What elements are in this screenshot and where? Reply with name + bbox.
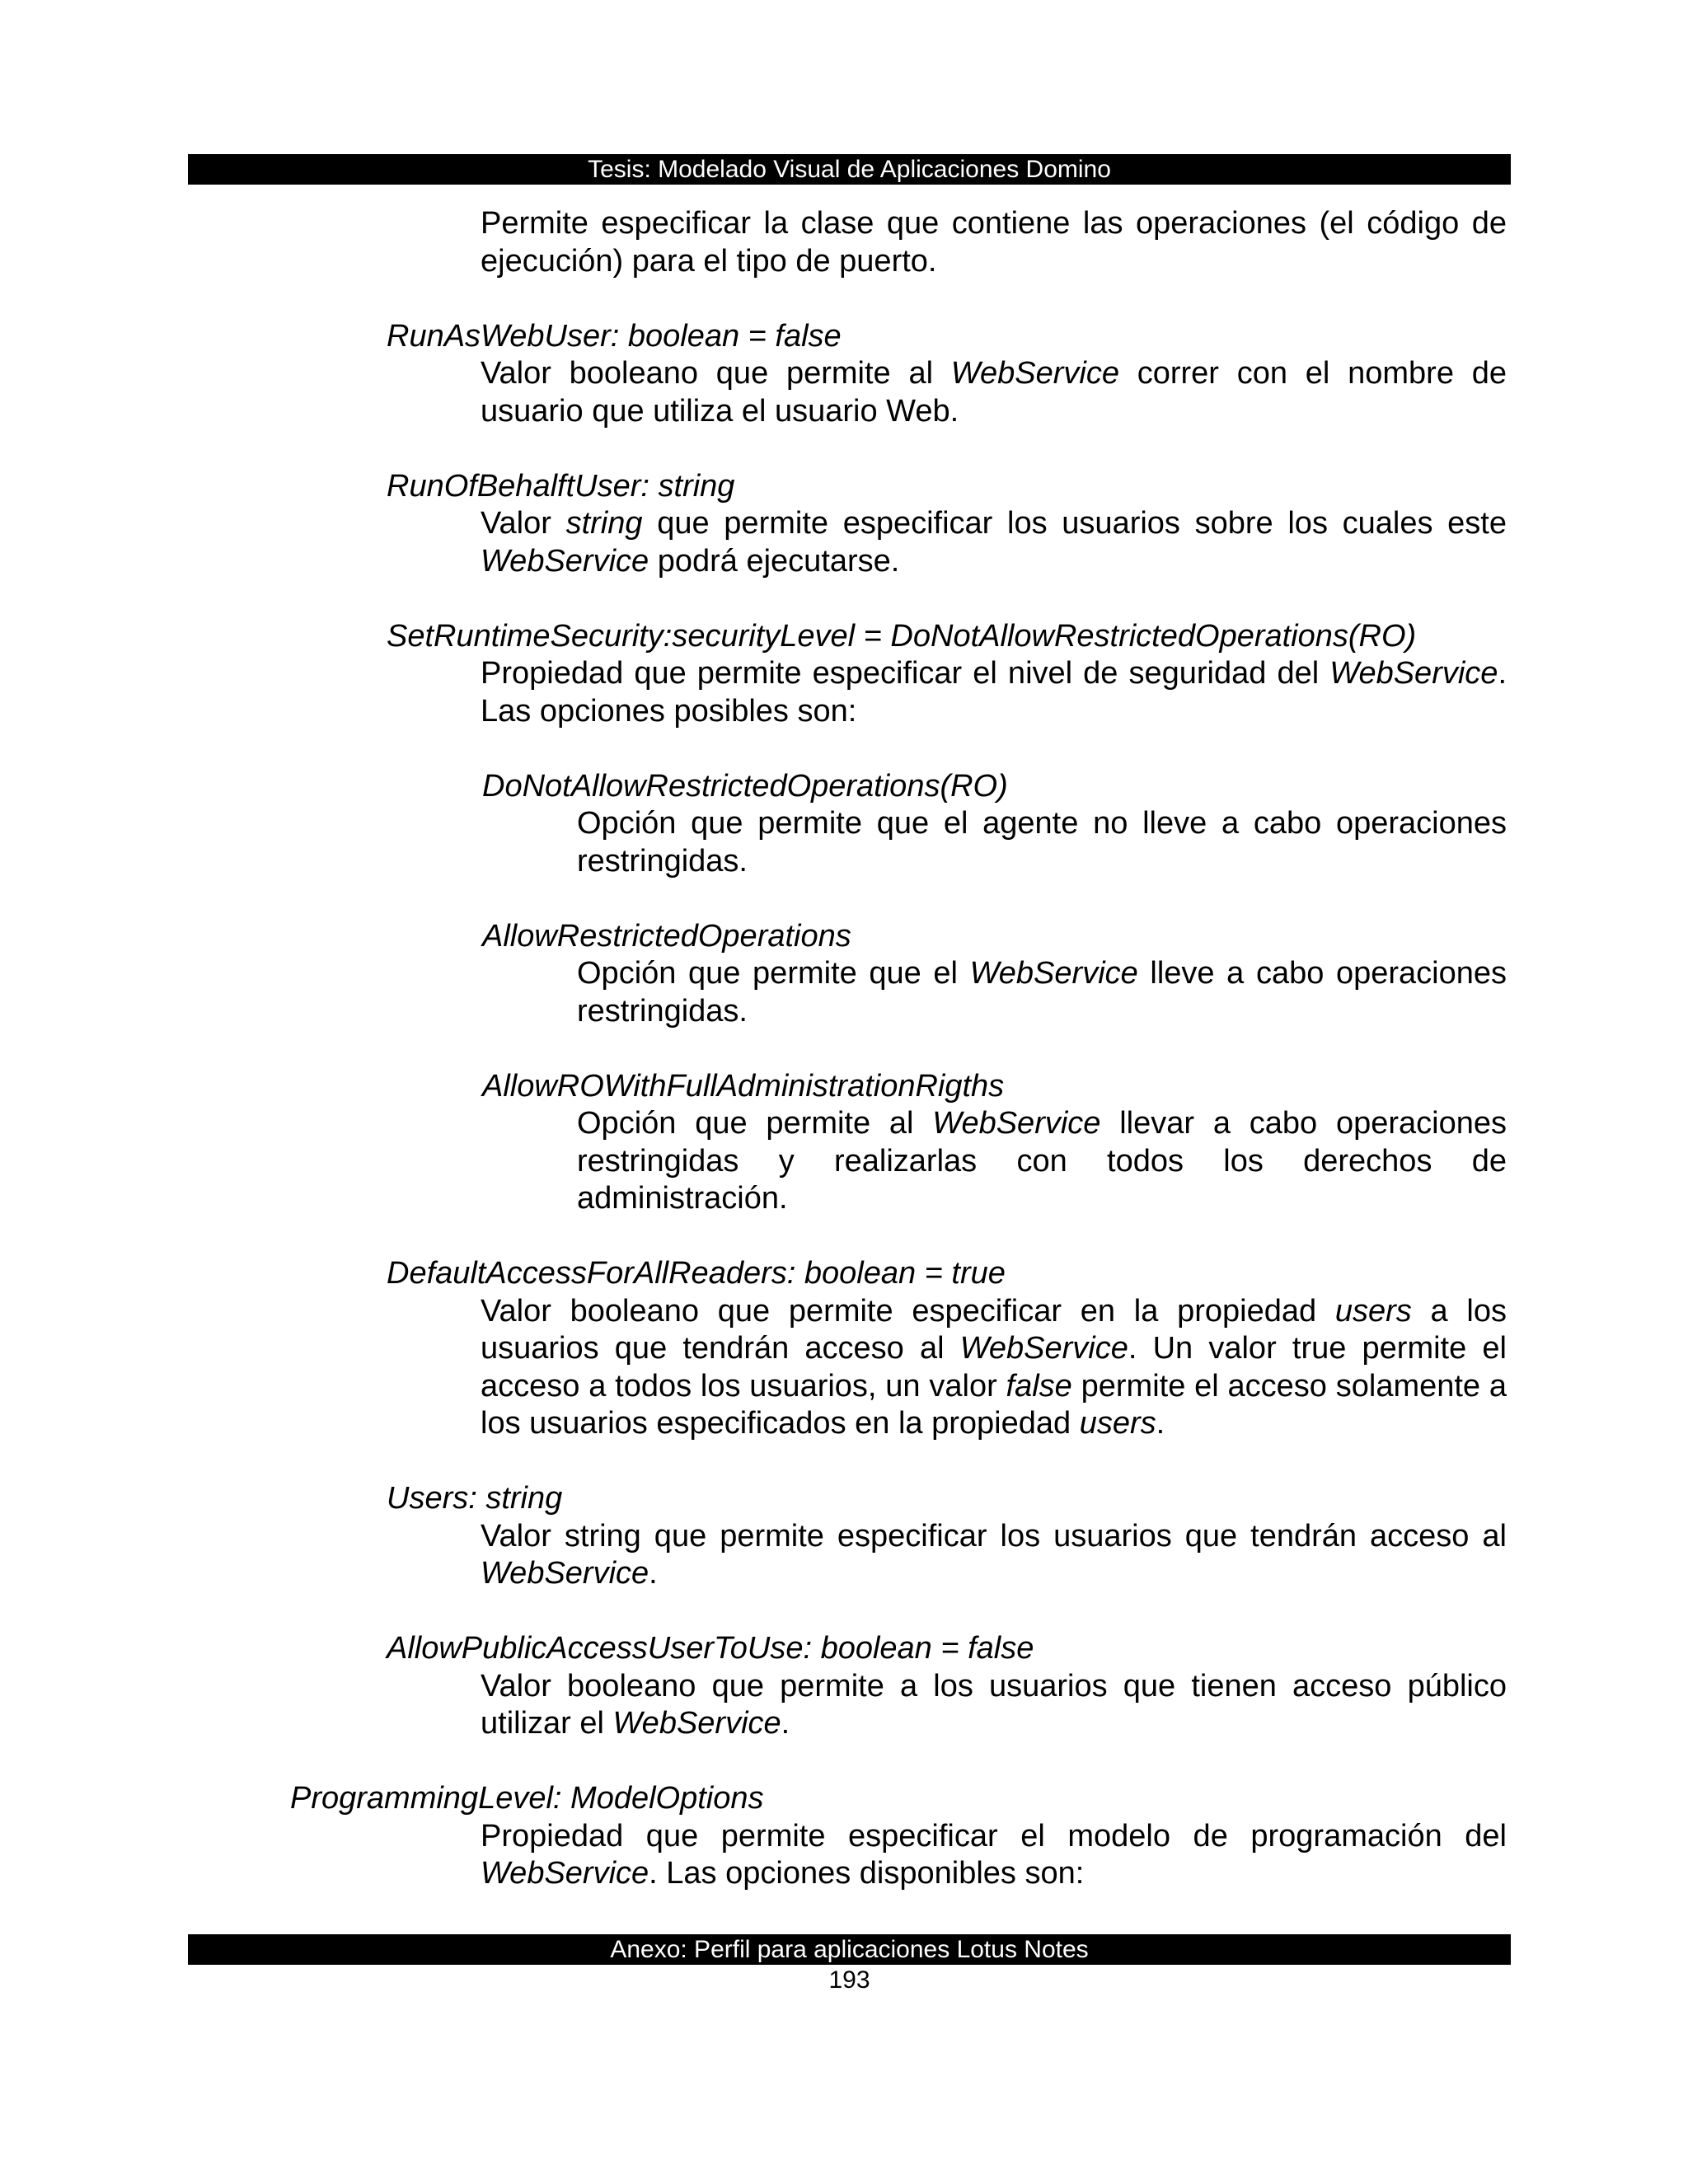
desc-default-access: Valor booleano que permite especificar en la propiedad users a los usuarios que tendrán acceso al WebService. Un valor true permite el acceso a todos los usuarios, un valor false permite el acceso solamente a los usuarios especificados en la propiedad users. bbox=[481, 1293, 1507, 1441]
page-number: 193 bbox=[828, 1966, 870, 1994]
desc-option-do-not-allow: Opción que permite que el agente no lleve a cabo operaciones restringidas. bbox=[577, 806, 1507, 879]
term-option-do-not-allow: DoNotAllowRestrictedOperations(RO) bbox=[482, 768, 1008, 804]
term-programming-level: ProgrammingLevel: ModelOptions bbox=[290, 1781, 764, 1816]
page-footer bbox=[188, 1934, 1511, 1965]
term-run-as-web-user: RunAsWebUser: boolean = false bbox=[387, 318, 842, 354]
term-option-allow-ro-full-admin: AllowROWithFullAdministrationRigths bbox=[482, 1068, 1005, 1104]
desc-set-runtime-security: Propiedad que permite especificar el nivel de seguridad del WebService. Las opciones posibles son: bbox=[481, 656, 1507, 729]
term-allow-public-access: AllowPublicAccessUserToUse: boolean = false bbox=[387, 1631, 1034, 1666]
term-run-of-behalf-user: RunOfBehalftUser: string bbox=[387, 468, 735, 504]
header-title: Tesis: Modelado Visual de Aplicaciones Domino bbox=[588, 156, 1111, 183]
desc-run-of-behalf-user: Valor string que permite especificar los usuarios sobre los cuales este WebService podrá ejecutarse. bbox=[481, 506, 1507, 579]
term-option-allow-restricted: AllowRestrictedOperations bbox=[482, 918, 851, 954]
desc-programming-level: Propiedad que permite especificar el modelo de programación del WebService. Las opciones disponibles son: bbox=[481, 1818, 1507, 1891]
term-users: Users: string bbox=[387, 1481, 563, 1516]
desc-allow-public-access: Valor booleano que permite a los usuarios que tienen acceso público utilizar el WebService. bbox=[481, 1668, 1507, 1741]
desc-users: Valor string que permite especificar los usuarios que tendrán acceso al WebService. bbox=[481, 1518, 1507, 1591]
desc-option-allow-ro-full-admin: Opción que permite al WebService llevar a cabo operaciones restringidas y realizarlas con todos los derechos de administración. bbox=[577, 1106, 1507, 1216]
page-header bbox=[188, 154, 1511, 185]
desc-option-allow-restricted: Opción que permite que el WebService lleve a cabo operaciones restringidas. bbox=[577, 956, 1507, 1029]
footer-title: Anexo: Perfil para aplicaciones Lotus Notes bbox=[610, 1936, 1089, 1963]
document-body bbox=[0, 205, 1688, 1893]
desc-run-as-web-user: Valor booleano que permite al WebService correr con el nombre de usuario que utiliza el usuario Web. bbox=[481, 356, 1507, 429]
term-default-access: DefaultAccessForAllReaders: boolean = true bbox=[387, 1256, 1006, 1291]
intro-paragraph: Permite especificar la clase que contiene las operaciones (el código de ejecución) para el tipo de puerto. bbox=[481, 206, 1507, 279]
term-set-runtime-security: SetRuntimeSecurity:securityLevel = DoNotAllowRestrictedOperations(RO) bbox=[387, 618, 1417, 654]
